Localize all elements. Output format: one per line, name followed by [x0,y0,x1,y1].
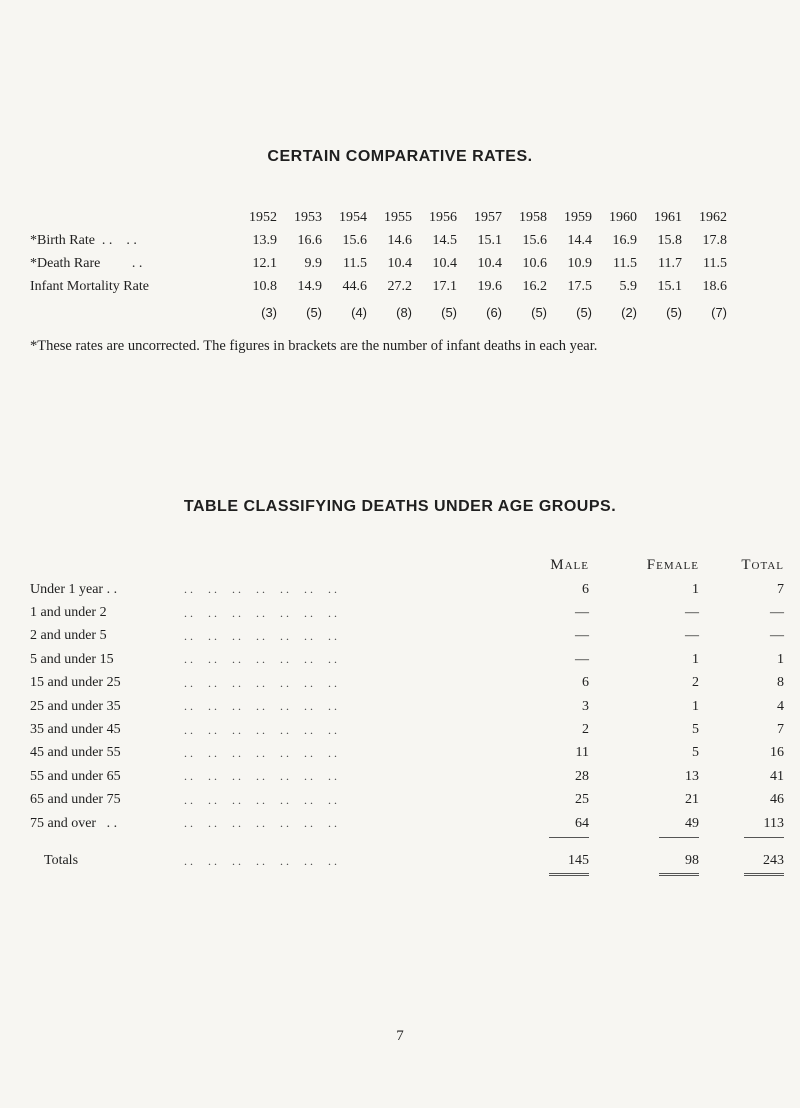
age-row [30,718,784,741]
rate-value: 18.6 [702,278,727,294]
year-header: 1956 [429,209,457,225]
rate-value: 11.5 [613,255,637,271]
rate-value: 12.1 [252,255,277,271]
infant-deaths-row [30,298,727,326]
age-table-header-row [30,552,784,578]
age-row [30,672,784,695]
dot-leader: . . . . . . . . . . . . . . [184,699,337,714]
rate-value: 15.8 [657,232,682,248]
dot-leader: . . . . . . . . . . . . . . [184,605,337,620]
year-header: 1962 [699,209,727,225]
female-value: 1 [692,581,699,597]
totals-male-cell [504,835,589,873]
age-row-label: Under 1 year . . [30,581,118,597]
male-value: 28 [575,768,589,784]
rate-value: 9.9 [304,255,322,271]
rate-value: 16.6 [297,232,322,248]
dot-leader: . . . . . . . . . . . . . . [184,582,337,597]
totals-female-cell [589,835,699,873]
totals-rule-top [744,837,784,838]
rate-value: 14.4 [567,232,592,248]
comparative-rates-table [30,206,727,326]
female-value: 5 [692,745,699,761]
years-header-row [30,206,727,229]
dot-leader: . . . . . . . . . . . . . . [184,854,337,869]
dot-leader: . . . . . . . . . . . . . . [184,769,337,784]
year-header: 1958 [519,209,547,225]
age-row-label: 2 and under 5 [30,628,107,644]
total-value: 4 [777,698,784,714]
total-value: 113 [763,815,784,831]
dot-leader: . . . . . . . . . . . . . . [184,722,337,737]
dot-leader: . . . . . . . . . . . . . . [184,792,337,807]
age-header-blank [30,552,184,578]
infant-deaths-value: (2) [621,304,637,320]
year-header: 1953 [294,209,322,225]
age-groups-title: TABLE CLASSIFYING DEATHS UNDER AGE GROUPS. [183,498,617,515]
male-value: 6 [582,581,589,597]
infant-deaths-blank [30,298,232,326]
totals-male-value: 145 [568,853,589,869]
female-value: 49 [685,815,699,831]
male-value: 3 [582,698,589,714]
rate-row-label: *Birth Rate . . . . [30,232,137,248]
female-value: 13 [685,768,699,784]
infant-deaths-value: (5) [531,304,547,320]
rate-row-label: *Death Rare . . [30,255,143,271]
dot-leader: . . . . . . . . . . . . . . [184,675,337,690]
age-row-label: 65 and under 75 [30,792,121,808]
age-row [30,789,784,812]
female-value: — [685,605,699,621]
rate-value: 11.5 [343,255,367,271]
year-header: 1960 [609,209,637,225]
rate-value: 16.9 [612,232,637,248]
totals-row [30,835,784,873]
dot-leader: . . . . . . . . . . . . . . [184,745,337,760]
male-value: 25 [575,792,589,808]
totals-rule-double [744,873,784,876]
infant-deaths-value: (4) [351,304,367,320]
rate-value: 44.6 [342,278,367,294]
infant-deaths-value: (5) [666,304,682,320]
infant-deaths-value: (3) [261,304,277,320]
rate-value: 27.2 [387,278,412,294]
year-header: 1954 [339,209,367,225]
female-value: — [685,628,699,644]
total-value: 7 [777,581,784,597]
age-groups-table [30,552,784,873]
age-row [30,601,784,624]
rate-value: 11.7 [658,255,682,271]
rate-row [30,275,727,298]
infant-deaths-value: (5) [306,304,322,320]
rate-value: 5.9 [619,278,637,294]
total-value: 46 [770,792,784,808]
male-value: — [575,651,589,667]
totals-rule-double [659,873,699,876]
rate-value: 10.4 [432,255,457,271]
male-value: 11 [575,745,589,761]
totals-total-cell [699,835,784,873]
age-row [30,578,784,601]
rate-value: 17.8 [702,232,727,248]
rate-row [30,252,727,275]
total-value: — [770,605,784,621]
page-number: 7 [396,1028,404,1044]
age-row-label: 25 and under 35 [30,698,121,714]
rate-value: 15.6 [522,232,547,248]
male-value: 64 [575,815,589,831]
rate-value: 10.6 [522,255,547,271]
rates-title: CERTAIN COMPARATIVE RATES. [267,148,533,165]
totals-total-value: 243 [763,853,784,869]
age-row-label: 45 and under 55 [30,745,121,761]
infant-deaths-value: (5) [576,304,592,320]
rate-value: 19.6 [477,278,502,294]
rate-value: 15.1 [657,278,682,294]
rate-value: 10.4 [387,255,412,271]
age-row [30,765,784,788]
total-value: — [770,628,784,644]
rate-value: 17.1 [432,278,457,294]
male-value: — [575,605,589,621]
total-value: 41 [770,768,784,784]
year-header: 1955 [384,209,412,225]
age-row [30,625,784,648]
age-row-label: 75 and over . . [30,815,118,831]
age-row [30,695,784,718]
total-value: 8 [777,675,784,691]
female-header: Female [646,556,699,573]
female-value: 5 [692,722,699,738]
female-value: 1 [692,698,699,714]
age-row-label: 55 and under 65 [30,768,121,784]
male-value: — [575,628,589,644]
age-row [30,742,784,765]
infant-deaths-value: (8) [396,304,412,320]
rate-value: 15.6 [342,232,367,248]
infant-deaths-value: (7) [711,304,727,320]
rate-value: 16.2 [522,278,547,294]
rate-value: 13.9 [252,232,277,248]
totals-rule-double [549,873,589,876]
age-row-label: 5 and under 15 [30,651,114,667]
dot-leader: . . . . . . . . . . . . . . [184,816,337,831]
year-header: 1961 [654,209,682,225]
rate-value: 17.5 [567,278,592,294]
dot-leader: . . . . . . . . . . . . . . [184,652,337,667]
infant-deaths-value: (5) [441,304,457,320]
male-header: Male [550,556,589,573]
rate-value: 14.9 [297,278,322,294]
years-header-blank [30,206,232,229]
total-value: 1 [777,651,784,667]
rate-value: 10.9 [567,255,592,271]
age-header-spacer [184,552,504,578]
rate-value: 11.5 [703,255,727,271]
rate-value: 14.6 [387,232,412,248]
age-row-label: 1 and under 2 [30,605,107,621]
total-value: 16 [770,745,784,761]
infant-deaths-value: (6) [486,304,502,320]
dot-leader: . . . . . . . . . . . . . . [184,628,337,643]
rate-row-label: Infant Mortality Rate [30,278,149,294]
rate-value: 10.8 [252,278,277,294]
year-header: 1952 [249,209,277,225]
rate-value: 10.4 [477,255,502,271]
male-value: 2 [582,722,589,738]
age-row [30,648,784,671]
female-value: 21 [685,792,699,808]
rate-value: 15.1 [477,232,502,248]
totals-rule-top [549,837,589,838]
total-value: 7 [777,722,784,738]
year-header: 1959 [564,209,592,225]
year-header: 1957 [474,209,502,225]
age-row [30,812,784,835]
total-header: Total [741,556,784,573]
female-value: 2 [692,675,699,691]
male-value: 6 [582,675,589,691]
rate-value: 14.5 [432,232,457,248]
totals-female-value: 98 [685,853,699,869]
totals-label: Totals [44,853,79,869]
age-row-label: 35 and under 45 [30,722,121,738]
age-row-label: 15 and under 25 [30,675,121,691]
rate-row [30,229,727,252]
female-value: 1 [692,651,699,667]
totals-rule-top [659,837,699,838]
rates-footnote: *These rates are uncorrected. The figures in brackets are the number of infant deaths in each year. [30,338,598,354]
